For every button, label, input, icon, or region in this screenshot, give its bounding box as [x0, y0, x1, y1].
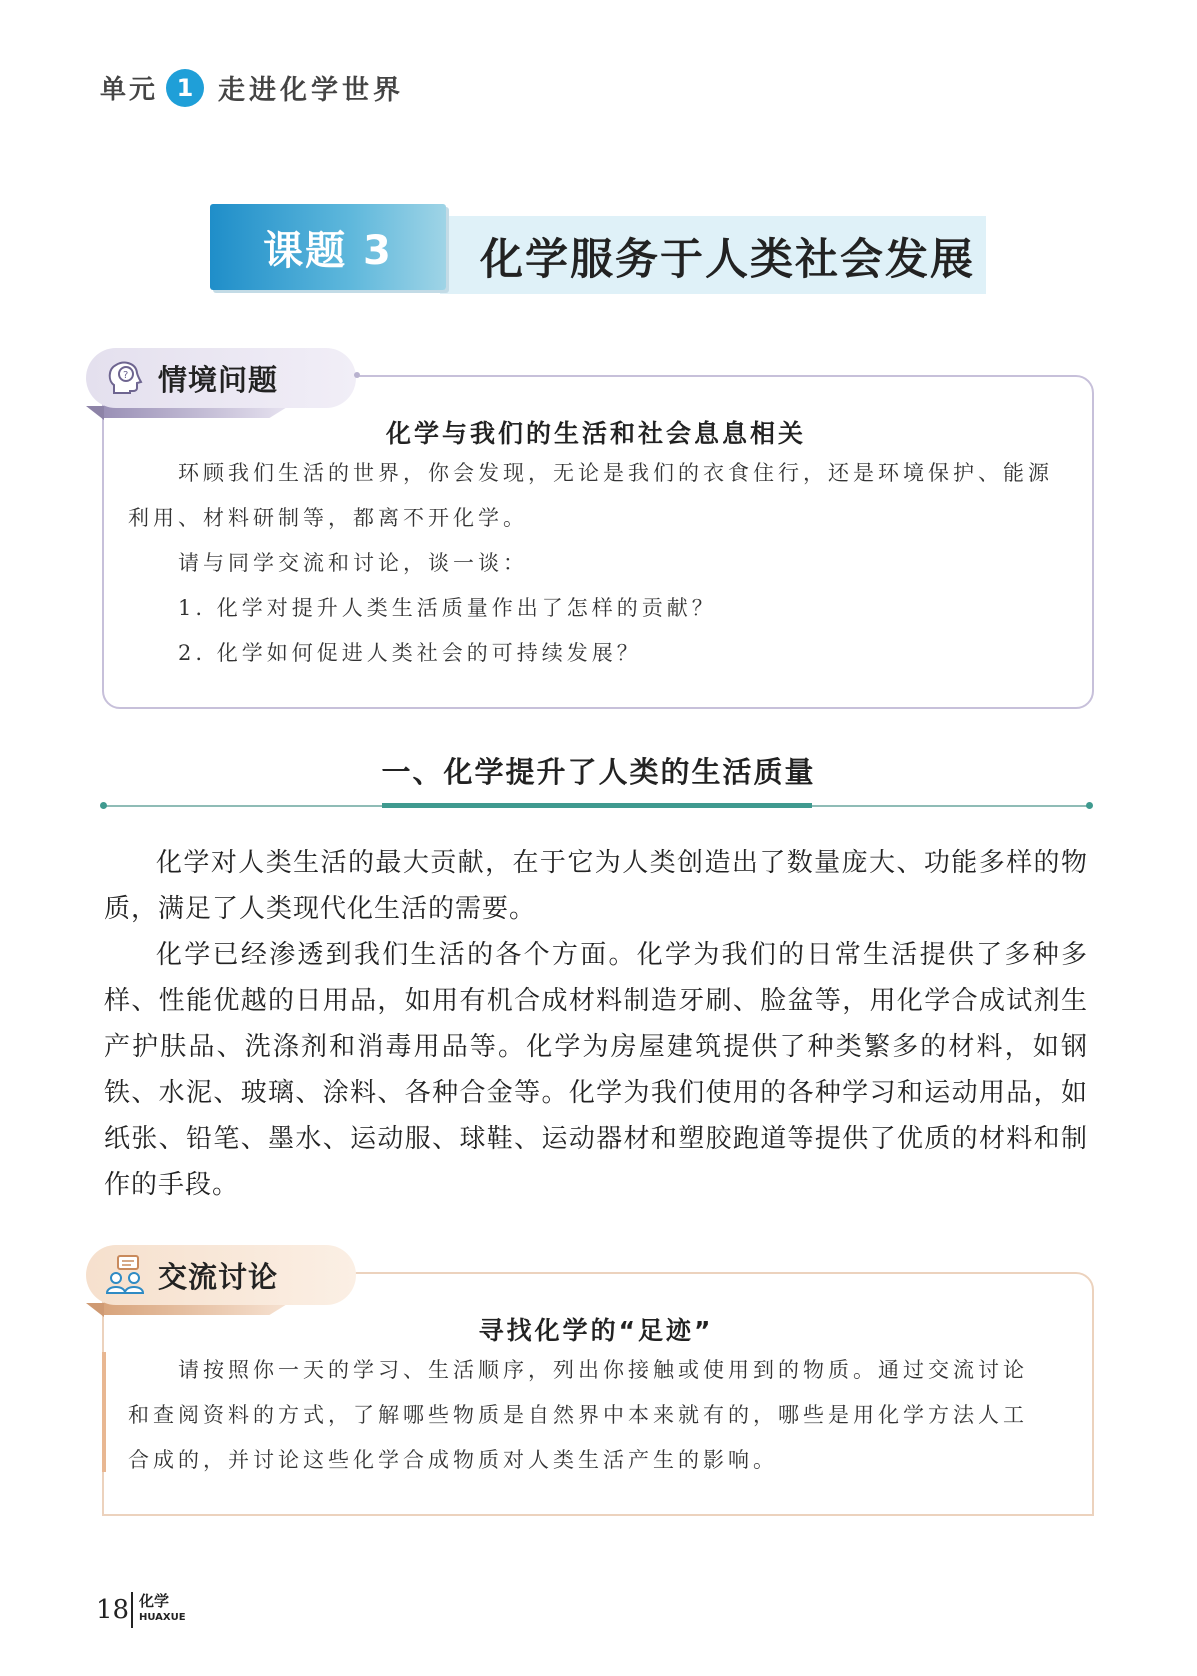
discussion-tab — [86, 1245, 356, 1305]
discussion-paragraph-line-3: 合成的，并讨论这些化学合成物质对人类生活产生的影响。 — [128, 1448, 778, 1472]
scenario-tab-dot — [354, 372, 360, 378]
lesson-tag-label: 课题 3 — [263, 227, 393, 274]
unit-title: 走进化学世界 — [218, 75, 405, 106]
section-rule-accent — [382, 803, 812, 808]
unit-label: 单元 — [100, 75, 159, 105]
scenario-question-1: 1. 化学对提升人类生活质量作出了怎样的贡献？ — [178, 596, 717, 620]
scenario-title: 化学与我们的生活和社会息息相关 — [385, 419, 806, 448]
scenario-prompt: 请与同学交流和讨论，谈一谈： — [178, 551, 528, 575]
footer-subject-en: HUAXUE — [139, 1612, 186, 1623]
section-heading: 一、化学提升了人类的生活质量 — [381, 755, 816, 789]
scenario-paragraph-1-cont: 利用、材料研制等，都离不开化学。 — [128, 506, 528, 530]
unit-number-badge: 1 — [166, 69, 204, 107]
people-chat-icon — [104, 1254, 146, 1296]
footer-subject-cn: 化学 — [139, 1592, 170, 1610]
discussion-tab-label: 交流讨论 — [158, 1259, 279, 1294]
discussion-paragraph-line-1: 请按照你一天的学习、生活顺序，列出你接触或使用到的物质。通过交流讨论 — [178, 1358, 1028, 1382]
scenario-tab — [86, 348, 356, 408]
unit-header — [100, 68, 404, 107]
discussion-accent-bar — [102, 1352, 106, 1472]
section-rule-dot-right — [1086, 802, 1093, 809]
scenario-question-2: 2. 化学如何促进人类社会的可持续发展？ — [178, 641, 642, 665]
head-question-icon — [104, 357, 146, 399]
section-rule-dot-left — [100, 802, 107, 809]
scenario-paragraph-1: 环顾我们生活的世界，你会发现，无论是我们的衣食住行，还是环境保护、能源 — [178, 461, 1053, 485]
discussion-paragraph-line-2: 和查阅资料的方式，了解哪些物质是自然界中本来就有的，哪些是用化学方法人工 — [128, 1403, 1028, 1427]
scenario-tab-label: 情境问题 — [158, 362, 279, 397]
lesson-title: 化学服务于人类社会发展 — [480, 235, 975, 285]
svg-text:?: ? — [123, 370, 129, 381]
page-number: 18 — [96, 1595, 130, 1625]
body-paragraph-2: 化学已经渗透到我们生活的各个方面。化学为我们的日常生活提供了多种多样、性能优越的日用品，如用有机合成材料制造牙刷、脸盆等，用化学合成试剂生产护肤品、洗涤剂和消毒用品等。化学为房屋建筑提供了种类繁多的材料，如钢铁、水泥、玻璃、涂料、各种合金等。化学为我们使用的各种学习和运动用品，如纸张、铅笔、墨水、运动服、球鞋、运动器材和塑胶跑道等提供了优质的材料和制作的手段。 — [104, 940, 1088, 1200]
body-paragraph-1: 化学对人类生活的最大贡献，在于它为人类创造出了数量庞大、功能多样的物质，满足了人类现代化生活的需要。 — [104, 848, 1088, 924]
footer-divider — [131, 1592, 133, 1628]
lesson-tag — [210, 204, 446, 290]
discussion-title: 寻找化学的“足迹” — [478, 1316, 714, 1345]
